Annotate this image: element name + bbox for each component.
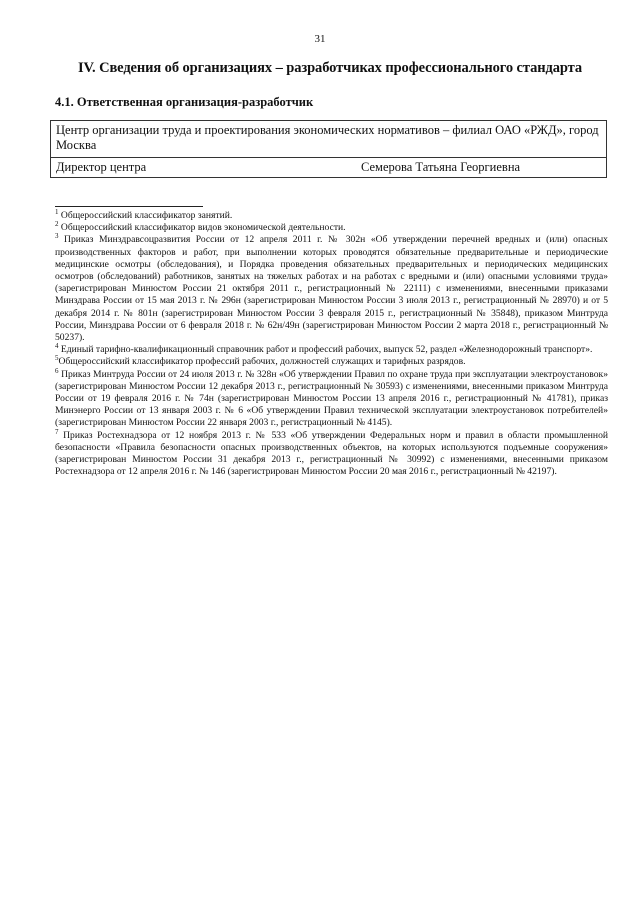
footnote-mark: 2 (55, 220, 59, 229)
footnote-mark: 7 (55, 427, 59, 436)
footnote-text: Общероссийский классификатор занятий. (60, 210, 233, 221)
page-number: 31 (314, 33, 326, 45)
footnote-mark: 6 (55, 366, 59, 375)
footnote (55, 344, 608, 356)
org-row (51, 121, 607, 158)
footnote (55, 427, 608, 479)
footnote-mark: 1 (55, 207, 59, 216)
responsible-org-table (50, 120, 607, 178)
footnote (55, 207, 608, 222)
footnote (55, 366, 608, 430)
director-cell (51, 158, 607, 178)
subsection-title: 4.1. Ответственная организация-разработчик (55, 95, 314, 109)
director-row (51, 158, 607, 178)
footnote-separator (55, 206, 203, 207)
footnote-text: Общероссийский классификатор профессий рабочих, должностей служащих и тарифных разрядов. (58, 356, 466, 368)
footnote-text: Приказ Ростехнадзора от 12 ноября 2013 г. № 533 «Об утверждении Федеральных норм и правил в области промышленной безопасности «Правила безопасности опасных производственных объектов, на которых используются подъемные сооружения» (зарегистрирован Минюстом России 31 декабря 2013 г., регистрационный № 30992) с изменениями, внесенными приказом Ростехнадзора от 12 апреля 2016 г. № 146 (зарегистрирован Минюстом России 20 мая 2016 г., регистрационный № 42197). (55, 429, 608, 478)
footnote-text: Единый тарифно-квалификационный справочник работ и профессий рабочих, выпуск 52, раздел «Железнодорожный транспорт». (60, 344, 593, 356)
director-name: Семерова Татьяна Георгиевна (361, 160, 521, 174)
footnote-text: Приказ Минтруда России от 24 июля 2013 г. № 328н «Об утверждении Правил по охране труда при эксплуатации электроустановок» (зарегистрирован Минюстом России 12 декабря 2013 г., регистрационный № 30593) с изменениями, внесенными приказом Минтруда России от 19 февраля 2016 г. № 74н (зарегистрирован Минюстом России 13 апреля 2016 г., регистрационный № 41781), приказ Минэнерго России от 13 января 2003 г. № 6 «Об утверждении Правил технической эксплуатации электроустановок потребителей» (зарегистрирован Минюстом России 22 января 2003 г., регистрационный № 4145). (55, 368, 608, 429)
footnote-text: Общероссийский классификатор видов экономической деятельности. (60, 222, 346, 234)
footnote-text: Приказ Минздравсоцразвития России от 12 апреля 2011 г. № 302н «Об утверждении перечней вредных и (или) опасных производственных факторов и работ, при выполнении которых проводятся обязательные предварительные и периодические медицинские осмотры (обследования), и Порядка проведения обязательных предварительных и периодических медицинских осмотров (обследований) работников, занятых на тяжелых работах и на работах с вредными и (или) опасными условиями труда» (зарегистрирован Минюстом России 21 октября 2011 г., регистрационный № 22111) с изменениями, внесенными приказами Минздрава России от 15 мая 2013 г. № 296н (зарегистрирован Минюстом России 3 июля 2013 г., регистрационный № 28970) и от 5 декабря 2014 г. № 801н (зарегистрирован Минюстом России 3 февраля 2015 г., регистрационный № 35848), приказом Минтруда России, Минздрава России от 6 февраля 2018 г. № 62н/49н (зарегистрирован Минюстом России 2 марта 2018 г., регистрационный № 50237). (55, 234, 608, 344)
footnote (55, 234, 608, 344)
footnote (55, 222, 608, 234)
director-position: Директор центра (56, 160, 147, 174)
org-name-cell: Центр организации труда и проектирования экономических нормативов – филиал ОАО «РЖД», город Москва (51, 121, 607, 158)
footnote-mark: 5 (55, 354, 59, 363)
footnotes (55, 207, 608, 478)
footnote-mark: 3 (55, 232, 59, 241)
footnote (55, 356, 608, 368)
section-title: IV. Сведения об организациях – разработчиках профессионального стандарта (77, 60, 583, 76)
footnote-mark: 4 (55, 342, 59, 351)
